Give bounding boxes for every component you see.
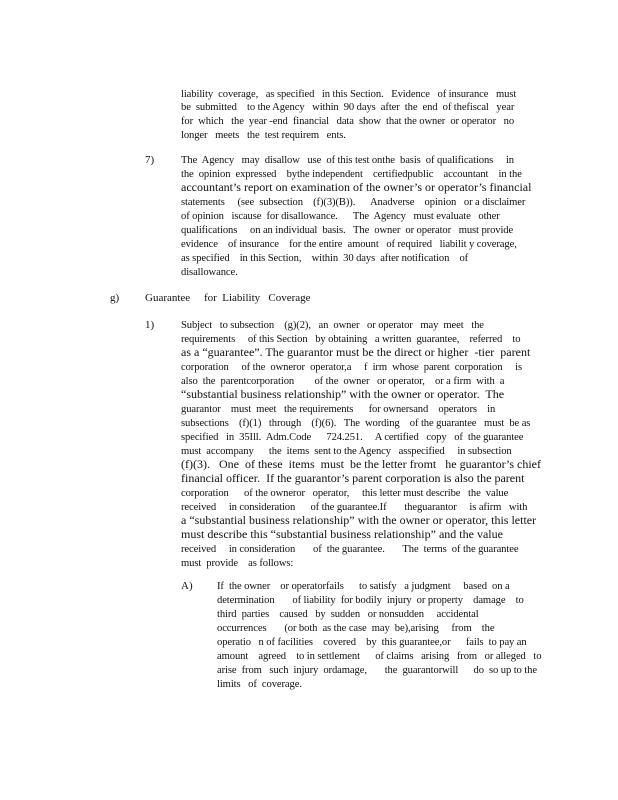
text-line: arise from such injury ordamage, the guarantorwill do so up to the [217,665,537,676]
text-line: liability coverage, as specified in this Section. Evidence of insurance must [181,89,517,100]
text-line: of opinion iscause for disallowance. The Agency must evaluate other [181,211,500,222]
text-line: statements (see subsection (f)(3)(B)). Anadverse opinion or a disclaimer [181,197,526,208]
text-line: corporation of the owneror operator, this letter must describe the value [181,488,509,499]
text-line: be submitted to the Agency within 90 days after the end of thefiscal year [181,102,515,113]
text-line: the opinion expressed bythe independent certifiedpublic accountant in the [181,169,522,180]
item-1-label: 1) [145,319,155,331]
section-g-label: g) [110,292,120,304]
text-line: (f)(3). One of these items must be the letter fromt he guarantor’s chief [181,457,541,471]
text-line: financial officer. If the guarantor’s parent corporation is also the parent [181,471,525,485]
text-line: evidence of insurance for the entire amount of required liabilit y coverage, [181,239,517,250]
text-line: must describe this “substantial business relationship” and the value [181,527,503,541]
text-line: received in consideration of the guarantee. The terms of the guarantee [181,544,519,555]
text-line: amount agreed to in settlement of claims arising from or alleged to [217,651,542,662]
text-line: specified in 35Ill. Adm.Code 724.251. A certified copy of the guarantee [181,432,524,443]
text-line: corporation of the owneror operator,a f irm whose parent corporation is [181,362,523,373]
text-line: “substantial business relationship” with the owner or operator. The [181,387,505,401]
text-line: The Agency may disallow use of this test onthe basis of qualifications in [181,155,514,166]
text-line: accountant’s report on examination of the owner’s or operator’s financial [181,180,532,194]
item-a-label: A) [181,580,193,592]
item-7-label: 7) [145,154,155,166]
text-line: Subject to subsection (g)(2), an owner or operator may meet the [181,320,484,331]
text-line: limits of coverage. [217,679,302,690]
text-line: qualifications on an individual basis. The owner or operator must provide [181,225,514,236]
text-line: determination of liability for bodily injury or property damage to [217,595,524,606]
text-line: received in consideration of the guarantee.If theguarantor is afirm with [181,502,528,513]
text-line: third parties caused by sudden or nonsudden accidental [217,609,479,620]
text-line: subsections (f)(1) through (f)(6). The wording of the guarantee must be as [181,418,531,429]
text-line: requirements of this Section by obtaining a written guarantee, referred to [181,334,521,345]
section-g-heading: Guarantee for Liability Coverage [145,292,311,304]
text-line: occurrences (or both as the case may be),arising from the [217,623,495,634]
text-line: as specified in this Section, within 30 days after notification of [181,253,469,264]
text-line: a “substantial business relationship” with the owner or operator, this letter [181,513,537,527]
text-line: operatio n of facilities covered by this guarantee,or fails to pay an [217,637,527,648]
text-line: as a “guarantee”. The guarantor must be the direct or higher -tier parent [181,345,531,359]
text-line: If the owner or operatorfails to satisfy a judgment based on a [217,581,510,592]
text-line: must provide as follows: [181,558,294,569]
text-line: for which the year -end financial data show that the owner or operator no [181,116,515,127]
text-line: longer meets the test requirem ents. [181,130,346,141]
text-line: also the parentcorporation of the owner or operator, or a firm with a [181,376,505,387]
text-line: must accompany the items sent to the Agency asspecified in subsection [181,446,512,457]
text-line: guarantor must meet the requirements for ownersand operators in [181,404,496,415]
text-line: disallowance. [181,267,238,278]
